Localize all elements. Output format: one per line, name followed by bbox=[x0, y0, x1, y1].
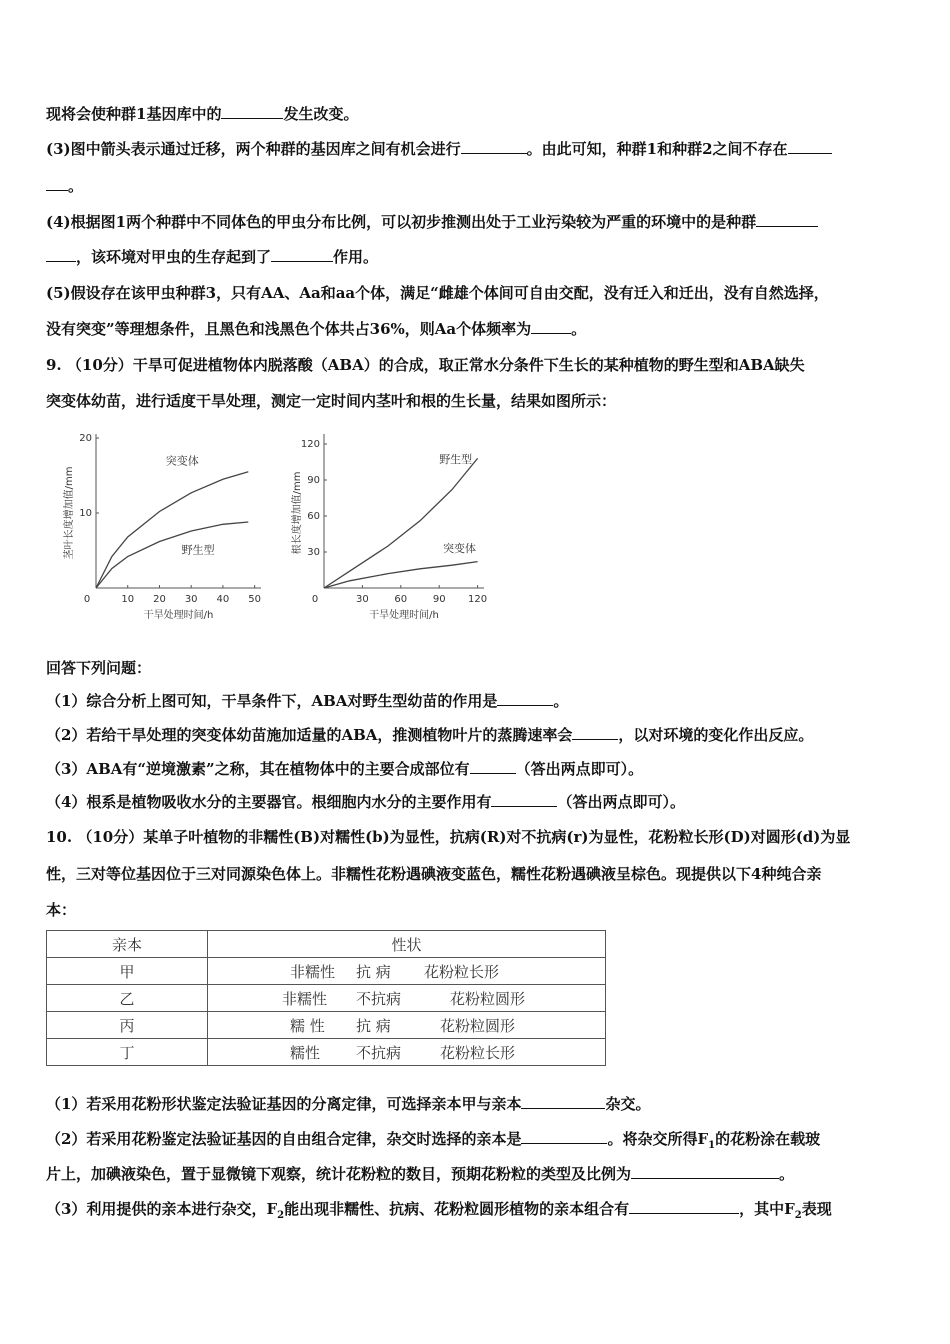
text: 回答下列问题： bbox=[46, 659, 152, 677]
text: 性，三对等位基因位于三对同源染色体上。非糯性花粉遇碘液变蓝色，糯性花粉遇碘液呈棕色。现提供以下4种纯合亲 bbox=[46, 865, 822, 883]
x-tick-label: 60 bbox=[394, 594, 408, 605]
text-line bbox=[46, 791, 685, 812]
text: 本： bbox=[46, 901, 77, 919]
text: ，该环境对甲虫的生存起到了 bbox=[76, 248, 272, 266]
text-line bbox=[46, 1128, 820, 1151]
text-line bbox=[46, 690, 568, 711]
answer-blank bbox=[497, 691, 553, 706]
x-tick-label: 10 bbox=[121, 594, 135, 605]
text: （4）根系是植物吸收水分的主要器官。根细胞内水分的主要作用有 bbox=[46, 793, 492, 811]
table-row bbox=[47, 1012, 606, 1039]
text: 没有突变”等理想条件，且黑色和浅黑色个体共占36%，则Aa个体频率为 bbox=[46, 320, 532, 338]
answer-blank bbox=[461, 139, 527, 154]
trait-pollen: 花粉粒圆形 bbox=[450, 989, 526, 1008]
y-axis-label: 根长度增加值/mm bbox=[292, 471, 303, 555]
answer-blank bbox=[521, 1094, 605, 1109]
x-tick-label: 30 bbox=[356, 594, 369, 605]
parent-name: 丁 bbox=[47, 1039, 208, 1066]
text-line bbox=[46, 246, 378, 267]
header-parent: 亲本 bbox=[47, 931, 208, 958]
text: 表现 bbox=[801, 1200, 832, 1218]
series-line-突变体 bbox=[96, 472, 248, 588]
root-growth-chart bbox=[280, 425, 500, 625]
text: （3）ABA有“逆境激素”之称，其在植物体中的主要合成部位有 bbox=[46, 760, 470, 778]
x-tick-label: 40 bbox=[216, 594, 230, 605]
trait-pollen: 花粉粒长形 bbox=[424, 962, 500, 981]
text: （1）若采用花粉形状鉴定法验证基因的分离定律，可选择亲本甲与亲本 bbox=[46, 1095, 522, 1113]
x-tick-label: 20 bbox=[153, 594, 166, 605]
trait-disease: 不抗病 bbox=[356, 989, 402, 1008]
answer-blank bbox=[221, 104, 283, 119]
text-line bbox=[46, 758, 643, 779]
text: ，其中F bbox=[739, 1200, 795, 1218]
table-row bbox=[47, 1039, 606, 1066]
text: 现将会使种群1基因库中的 bbox=[46, 105, 222, 123]
text-line bbox=[46, 863, 821, 884]
trait-disease: 抗 病 bbox=[356, 962, 391, 981]
answer-blank bbox=[470, 759, 516, 774]
text: 10. （10分）某单子叶植物的非糯性(B)对糯性(b)为显性，抗病(R)对不抗病(r)为显性，花粉粒长形(D)对圆形(d)为显 bbox=[46, 828, 851, 846]
trait-waxy: 非糯性 bbox=[282, 989, 328, 1008]
text-line bbox=[46, 899, 76, 920]
text-line bbox=[46, 103, 358, 124]
origin-label: 0 bbox=[83, 594, 91, 605]
y-tick-label: 120 bbox=[300, 439, 320, 450]
text: （1）综合分析上图可知，干旱条件下，ABA对野生型幼苗的作用是 bbox=[46, 692, 498, 710]
text-line bbox=[46, 1093, 650, 1114]
text: 发生改变。 bbox=[283, 105, 359, 123]
traits-cell bbox=[208, 1012, 606, 1039]
text: 。 bbox=[68, 177, 84, 195]
answer-blank bbox=[631, 1164, 779, 1179]
text: 。 bbox=[553, 692, 569, 710]
table-row bbox=[47, 985, 606, 1012]
traits-cell bbox=[208, 985, 606, 1012]
series-label: 突变体 bbox=[443, 542, 477, 555]
text: 。 bbox=[779, 1165, 795, 1183]
y-tick-label: 20 bbox=[79, 433, 92, 444]
text-line bbox=[46, 724, 813, 745]
text: 能出现非糯性、抗病、花粉粒圆形植物的亲本组合有 bbox=[284, 1200, 630, 1218]
x-tick-label: 120 bbox=[468, 594, 488, 605]
text: （答出两点即可）。 bbox=[515, 760, 644, 778]
x-axis-label: 干旱处理时间/h bbox=[143, 610, 214, 621]
trait-disease: 不抗病 bbox=[356, 1043, 402, 1062]
text: 片上，加碘液染色，置于显微镜下观察，统计花粉粒的数目，预期花粉粒的类型及比例为 bbox=[46, 1165, 632, 1183]
text: 。 bbox=[571, 320, 587, 338]
trait-disease: 抗 病 bbox=[356, 1016, 391, 1035]
question-9-stem bbox=[46, 354, 805, 375]
stem-leaf-growth-chart bbox=[46, 425, 276, 625]
answer-blank bbox=[756, 212, 818, 227]
series-line-野生型 bbox=[324, 458, 478, 588]
series-line-野生型 bbox=[96, 522, 248, 588]
y-tick-label: 60 bbox=[307, 511, 320, 522]
question-10-stem bbox=[46, 826, 850, 847]
text: 突变体幼苗，进行适度干旱处理，测定一定时间内茎叶和根的生长量，结果如图所示： bbox=[46, 392, 617, 410]
text-line bbox=[46, 657, 151, 678]
text-line bbox=[46, 282, 829, 303]
text: 。由此可知，种群1和种群2之间不存在 bbox=[526, 140, 788, 158]
text-line bbox=[46, 1163, 794, 1184]
series-label: 突变体 bbox=[165, 454, 199, 468]
answer-blank bbox=[491, 792, 557, 807]
series-label: 野生型 bbox=[439, 453, 473, 467]
trait-waxy: 糯 性 bbox=[290, 1016, 325, 1035]
table-header-row bbox=[47, 931, 606, 958]
text-line bbox=[46, 211, 818, 232]
text: 杂交。 bbox=[605, 1095, 651, 1113]
text: 。将杂交所得F bbox=[607, 1130, 709, 1148]
y-tick-label: 10 bbox=[79, 508, 92, 519]
x-tick-label: 90 bbox=[432, 594, 446, 605]
subscript: 2 bbox=[277, 1210, 285, 1221]
answer-blank bbox=[46, 176, 68, 191]
origin-label: 0 bbox=[311, 594, 319, 605]
text: （2）若采用花粉鉴定法验证基因的自由组合定律，杂交时选择的亲本是 bbox=[46, 1130, 522, 1148]
text-line bbox=[46, 318, 586, 339]
parent-name: 甲 bbox=[47, 958, 208, 985]
text: 作用。 bbox=[333, 248, 379, 266]
answer-blank bbox=[572, 725, 618, 740]
answer-blank bbox=[629, 1199, 739, 1214]
text: (4)根据图1两个种群中不同体色的甲虫分布比例，可以初步推测出处于工业污染较为严重的环境中的是种群 bbox=[46, 213, 757, 231]
text-line bbox=[46, 390, 616, 411]
x-tick-label: 50 bbox=[248, 594, 262, 605]
text-line bbox=[46, 175, 83, 196]
series-label: 野生型 bbox=[181, 543, 215, 557]
x-axis-label: 干旱处理时间/h bbox=[369, 610, 439, 621]
traits-cell bbox=[208, 958, 606, 985]
text: (5)假设存在该甲虫种群3，只有AA、Aa和aa个体，满足“雌雄个体间可自由交配，没有迁入和迁出，没有自然选择， bbox=[46, 284, 829, 302]
answer-blank bbox=[271, 247, 333, 262]
header-traits: 性状 bbox=[208, 931, 606, 958]
text-line bbox=[46, 1198, 832, 1221]
subscript: 2 bbox=[794, 1210, 802, 1221]
answer-blank bbox=[521, 1129, 607, 1144]
parent-name: 乙 bbox=[47, 985, 208, 1012]
text: （答出两点即可）。 bbox=[557, 793, 685, 811]
trait-waxy: 糯性 bbox=[290, 1043, 321, 1062]
answer-blank bbox=[788, 139, 832, 154]
parent-traits-table bbox=[46, 930, 606, 1066]
answer-blank bbox=[531, 319, 571, 334]
y-tick-label: 90 bbox=[307, 475, 320, 486]
series-line-突变体 bbox=[324, 562, 478, 588]
y-tick-label: 30 bbox=[307, 547, 320, 558]
table-row bbox=[47, 958, 606, 985]
trait-waxy: 非糯性 bbox=[290, 962, 336, 981]
text: （3）利用提供的亲本进行杂交，F bbox=[46, 1200, 278, 1218]
text: ，以对环境的变化作出反应。 bbox=[618, 726, 814, 744]
x-tick-label: 30 bbox=[184, 594, 198, 605]
parent-name: 丙 bbox=[47, 1012, 208, 1039]
subscript: 1 bbox=[708, 1140, 716, 1151]
text-line bbox=[46, 138, 832, 159]
answer-blank bbox=[46, 247, 76, 262]
text: （2）若给干旱处理的突变体幼苗施加适量的ABA，推测植物叶片的蒸腾速率会 bbox=[46, 726, 573, 744]
y-axis-label: 茎叶长度增加值/mm bbox=[64, 466, 75, 560]
text: (3)图中箭头表示通过迁移，两个种群的基因库之间有机会进行 bbox=[46, 140, 461, 158]
text: 9. （10分）干旱可促进植物体内脱落酸（ABA）的合成，取正常水分条件下生长的某种植物的野生型和ABA缺失 bbox=[46, 356, 805, 374]
trait-pollen: 花粉粒圆形 bbox=[440, 1016, 516, 1035]
traits-cell bbox=[208, 1039, 606, 1066]
trait-pollen: 花粉粒长形 bbox=[440, 1043, 516, 1062]
text: 的花粉涂在载玻 bbox=[715, 1130, 821, 1148]
